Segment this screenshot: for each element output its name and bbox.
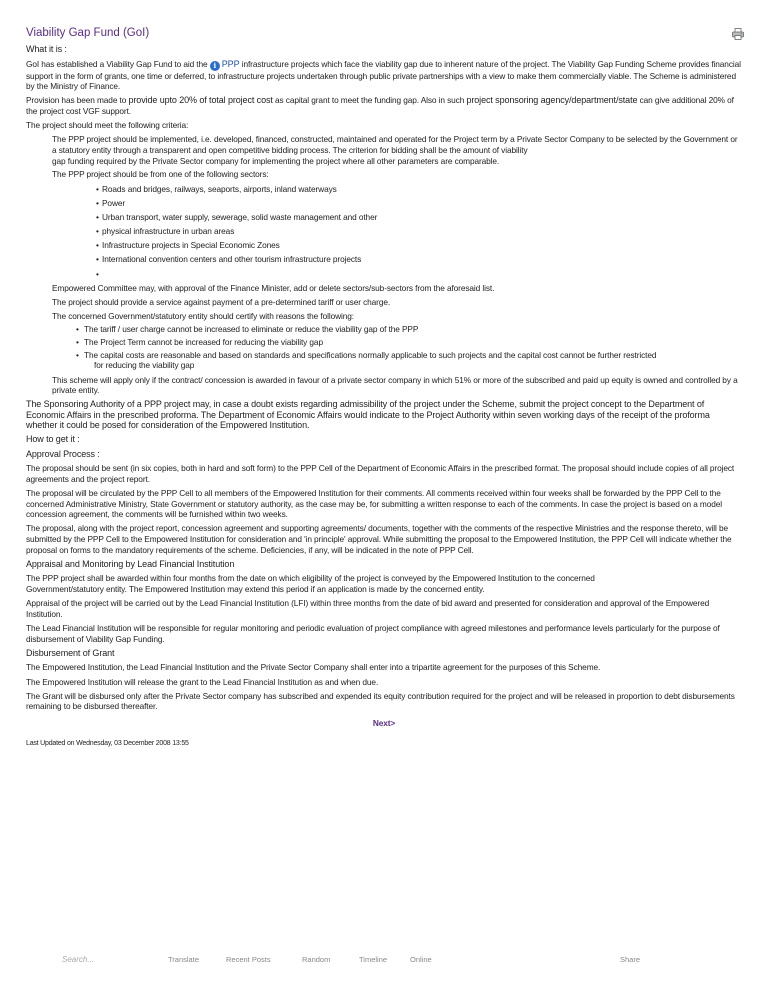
appraisal-paragraph-3: The Lead Financial Institution will be responsible for regular monitoring and periodic evaluation of project compliance with agreed milestones and performance levels particularly for the purpose of disbursement of Viability Gap Funding. bbox=[26, 623, 720, 644]
sector-label: physical infrastructure in urban areas bbox=[102, 226, 235, 237]
list-item: • The tariff / user charge cannot be increased to eliminate or reduce the viability gap of the PPP bbox=[76, 323, 419, 334]
disbursement-paragraph-2: The Empowered Institution will release the grant to the Lead Financial Institution as and when due. bbox=[26, 676, 379, 687]
list-item: • Infrastructure projects in Special Economic Zones bbox=[96, 240, 280, 251]
title-row bbox=[26, 26, 742, 44]
list-item: • Urban transport, water supply, sewerage, solid waste management and other bbox=[96, 211, 378, 222]
provision-text-5: can give additional 20% of the project cost VGF support. bbox=[26, 95, 734, 116]
certify-intro: The concerned Government/statutory entity should certify with reasons the following: bbox=[52, 311, 354, 322]
appraisal-paragraph-1 bbox=[26, 573, 742, 594]
criterion-competitive-bidding bbox=[26, 134, 742, 166]
certify-item-label: The tariff / user charge cannot be increased to eliminate or reduce the viability gap of the PPP bbox=[84, 323, 419, 334]
intro-paragraph bbox=[26, 59, 742, 92]
next-page-link[interactable]: Next> bbox=[372, 717, 396, 728]
appraisal-1-line-2: Government/statutory entity. The Empowered Institution may extend this period if an application is made by the concerned entity. bbox=[26, 584, 485, 595]
list-item: • The capital costs are reasonable and based on standards and specifications normally applicable to such projects and the capital cost cannot be further restricted for reducing the viability gap bbox=[76, 350, 742, 371]
ppp-link[interactable] bbox=[210, 59, 240, 69]
info-icon: i bbox=[210, 61, 220, 71]
intro-text-start: GoI has established a Viability Gap Fund to aid the bbox=[26, 58, 208, 69]
provision-text-3: as capital grant to meet the funding gap. Also in such bbox=[275, 95, 465, 106]
private-sector-equity-note: This scheme will apply only if the contract/ concession is awarded in favour of a private sector company in which 51% or more of the subscribed and paid up equity is owned and controlled by a private entity. bbox=[52, 374, 738, 396]
disbursement-paragraph-1: The Empowered Institution, the Lead Financial Institution and the Private Sector Company shall enter into a tripartite agreement for the purposes of this Scheme. bbox=[26, 662, 601, 673]
provision-text-1: Provision has been made to bbox=[26, 95, 127, 106]
sector-label: Urban transport, water supply, sewerage, solid waste management and other bbox=[102, 211, 378, 222]
recent-posts-button[interactable]: Recent Posts bbox=[226, 955, 271, 964]
ppp-link-label: PPP bbox=[221, 58, 240, 69]
list-item: • The Project Term cannot be increased for reducing the viability gap bbox=[76, 336, 323, 347]
criteria-intro: The project should meet the following criteria: bbox=[26, 120, 189, 131]
page-title: Viability Gap Fund (GoI) bbox=[26, 27, 150, 39]
intro-text-end: infrastructure projects which face the viability gap due to inherent nature of the project. The Viability Gap Funding Scheme provides financial support in the form of grants, one time or deferred, to infrastructure projects undertaken through public private partnerships with a view to make them commercially viable. The Scheme is administered by the Ministry of Finance. bbox=[26, 58, 741, 92]
section-heading-disbursement: Disbursement of Grant bbox=[26, 647, 115, 658]
section-heading-how-to-get-it: How to get it : bbox=[26, 434, 80, 445]
sectors-intro: The PPP project should be from one of the following sectors: bbox=[52, 169, 269, 180]
sector-label: International convention centers and other tourism infrastructure projects bbox=[102, 254, 362, 265]
search-input[interactable]: Search... bbox=[62, 955, 95, 964]
sector-label: Roads and bridges, railways, seaports, airports, inland waterways bbox=[102, 183, 337, 194]
list-item: • International convention centers and other tourism infrastructure projects bbox=[96, 254, 362, 265]
list-item: • physical infrastructure in urban areas bbox=[96, 226, 235, 237]
article-body bbox=[26, 44, 742, 749]
list-item: • Power bbox=[96, 197, 126, 208]
provision-text-2: provide upto 20% of total project cost bbox=[128, 95, 273, 106]
sectors-list bbox=[26, 184, 742, 280]
appraisal-paragraph-2: Appraisal of the project will be carried out by the Lead Financial Institution (LFI) within three months from the date of bid award and presented for consideration and approval of the Empowered Institution. bbox=[26, 598, 710, 619]
section-heading-what-it-is: What it is : bbox=[26, 44, 67, 54]
approval-paragraph-1: The proposal should be sent (in six copies, both in hard and soft form) to the PPP Cell of the Department of Economic Affairs in the prescribed format. The proposal should include copies of all project agreements and the project report. bbox=[26, 463, 735, 484]
bottom-toolbar bbox=[0, 950, 768, 970]
print-icon[interactable] bbox=[732, 28, 744, 40]
sector-label: Infrastructure projects in Special Economic Zones bbox=[102, 240, 280, 251]
section-heading-appraisal: Appraisal and Monitoring by Lead Financial Institution bbox=[26, 558, 235, 569]
criterion-1-line-1: The PPP project should be implemented, i.e. developed, financed, constructed, maintained and operated for the Project term by a Private Sector Company to be selected by the Government or a statutory entity through a transparent and open competitive bidding process. The criterion for bidding shall be the amount of viability bbox=[52, 134, 738, 155]
section-heading-approval-process: Approval Process : bbox=[26, 448, 100, 459]
provision-paragraph bbox=[26, 95, 742, 116]
sector-label: Power bbox=[102, 197, 126, 208]
online-button[interactable]: Online bbox=[410, 955, 432, 964]
certify-item-label: The capital costs are reasonable and based on standards and specifications normally applicable to such projects and the capital cost cannot be further restricted bbox=[84, 349, 657, 360]
list-item: • bbox=[96, 269, 742, 280]
sponsoring-authority-paragraph: The Sponsoring Authority of a PPP project may, in case a doubt exists regarding admissibility of the project under the Scheme, submit the project concept to the Department of Economic Affairs in the prescribed proforma. The Department of Economic Affairs would indicate to the Project Authority within seven working days of the receipt of the proforma whether it could be posed for consideration of the Empowered Institution. bbox=[26, 399, 710, 431]
approval-paragraph-2: The proposal will be circulated by the PPP Cell to all members of the Empowered Institution for their comments. All comments received within four weeks shall be forwarded by the PPP Cell to the concerned Administrative Ministry, State Government or statutory authority, as the case may be, for submitting a written response to each of the comments. In case the project is based on a model concession agreement, the comments will be furnished within two weeks. bbox=[26, 488, 723, 520]
certify-item-label-continued: for reducing the viability gap bbox=[94, 360, 195, 371]
timeline-button[interactable]: Timeline bbox=[359, 955, 388, 964]
tariff-service-note: The project should provide a service against payment of a pre-determined tariff or user charge. bbox=[52, 297, 391, 307]
pagination bbox=[26, 718, 742, 729]
empowered-committee-note: Empowered Committee may, with approval of the Finance Minister, add or delete sectors/sub-sectors from the aforesaid list. bbox=[52, 282, 495, 293]
appraisal-1-line-1: The PPP project shall be awarded within four months from the date on which eligibility of the project is conveyed by the Empowered Institution to the concerned bbox=[26, 573, 595, 584]
article bbox=[26, 26, 742, 749]
certify-item-label: The Project Term cannot be increased for reducing the viability gap bbox=[84, 336, 323, 347]
sector-label bbox=[102, 269, 104, 279]
list-item: • Roads and bridges, railways, seaports, airports, inland waterways bbox=[96, 183, 337, 194]
criterion-1-line-2: gap funding required by the Private Sector company for implementing the project where all other parameters are comparable. bbox=[52, 155, 500, 166]
certify-list bbox=[26, 324, 742, 371]
last-updated: Last Updated on Wednesday, 03 December 2008 13:55 bbox=[26, 739, 189, 747]
approval-paragraph-3: The proposal, along with the project report, concession agreement and supporting agreements/ documents, together with the comments of the respective Ministries and the response thereto, will be submitted by the PPP Cell to the Empowered Institution for consideration and 'in principle' approval. While submitting the proposal to the Empowered Institution, the PPP Cell will indicate whether the proposal on forms to the mandatory requirements of the scheme. Deficiencies, if any, will be indicated in the note of PPP Cell. bbox=[26, 523, 732, 555]
translate-button[interactable]: Translate bbox=[168, 955, 199, 964]
provision-text-4: project sponsoring agency/department/state bbox=[466, 95, 638, 106]
disbursement-paragraph-3: The Grant will be disbursed only after the Private Sector company has subscribed and expended its equity contribution required for the project and will be released in proportion to debt disbursements remaining to be disbursed thereafter. bbox=[26, 690, 735, 712]
random-button[interactable]: Random bbox=[302, 955, 331, 964]
share-button[interactable]: Share bbox=[620, 955, 641, 964]
